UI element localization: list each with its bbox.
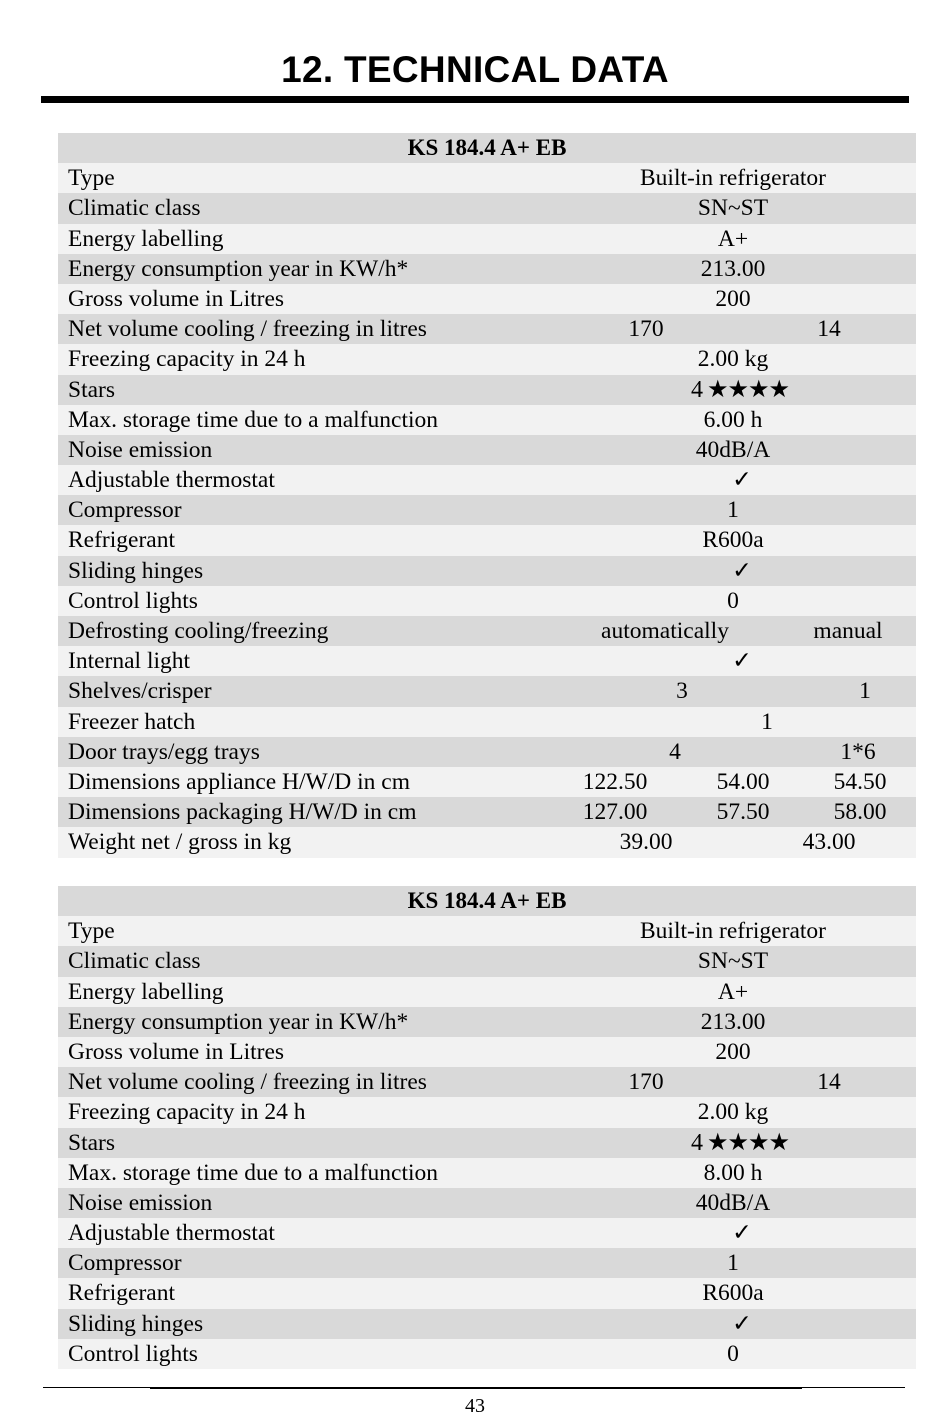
row-label: Defrosting cooling/freezing bbox=[68, 618, 329, 644]
table-row bbox=[58, 1339, 916, 1369]
row-value: 4 bbox=[669, 738, 681, 765]
table-row bbox=[58, 556, 916, 586]
row-label: Sliding hinges bbox=[68, 557, 204, 584]
row-label: Compressor bbox=[68, 1250, 182, 1277]
row-value: Built-in refrigerator bbox=[640, 918, 826, 945]
row-value: 170 bbox=[628, 316, 664, 343]
row-label: Adjustable thermostat bbox=[68, 1220, 275, 1247]
table-row bbox=[58, 254, 916, 284]
table-row bbox=[58, 1248, 916, 1278]
row-value: 0 bbox=[727, 1340, 739, 1367]
table-row bbox=[58, 827, 916, 857]
row-label: Energy consumption year in KW/h* bbox=[68, 255, 409, 282]
table-header: KS 184.4 A+ EB bbox=[58, 886, 916, 916]
row-value: A+ bbox=[717, 225, 749, 252]
table-row bbox=[58, 1158, 916, 1188]
row-value: 200 bbox=[715, 1038, 751, 1065]
row-label: Climatic class bbox=[68, 195, 201, 222]
row-label: Adjustable thermostat bbox=[68, 467, 275, 494]
row-value: R600a bbox=[702, 1280, 764, 1307]
row-label: Climatic class bbox=[68, 948, 201, 975]
row-value: A+ bbox=[717, 978, 749, 1005]
spec-table bbox=[58, 886, 916, 1369]
row-label: Noise emission bbox=[68, 1189, 213, 1216]
row-label: Energy labelling bbox=[68, 225, 224, 252]
row-value: 2.00 kg bbox=[697, 1099, 769, 1126]
row-value: 54.00 bbox=[716, 768, 770, 795]
row-value: 213.00 bbox=[700, 255, 766, 282]
row-value: 40dB/A bbox=[695, 436, 771, 463]
table-row bbox=[58, 1188, 916, 1218]
table-row bbox=[58, 1097, 916, 1127]
table-row bbox=[58, 344, 916, 374]
row-label: Freezer hatch bbox=[68, 708, 196, 735]
table-row bbox=[58, 616, 916, 646]
table-row bbox=[58, 1309, 916, 1339]
row-label: Gross volume in Litres bbox=[68, 285, 285, 312]
row-value: 58.00 bbox=[833, 799, 887, 826]
row-label: Energy consumption year in KW/h* bbox=[68, 1008, 409, 1035]
row-label: Energy labelling bbox=[68, 978, 224, 1005]
row-label: Gross volume in Litres bbox=[68, 1038, 285, 1065]
table-row bbox=[58, 1007, 916, 1037]
row-value: R600a bbox=[702, 527, 764, 554]
row-value: 127.00 bbox=[582, 799, 648, 826]
table-row bbox=[58, 405, 916, 435]
table-row bbox=[58, 193, 916, 223]
row-label: Shelves/crisper bbox=[68, 678, 212, 705]
row-value: 57.50 bbox=[716, 799, 770, 826]
table-row bbox=[58, 1037, 916, 1067]
row-label: Dimensions packaging H/W/D in cm bbox=[68, 799, 417, 826]
row-label: Net volume cooling / freezing in litres bbox=[68, 1069, 427, 1096]
row-label: Max. storage time due to a malfunction bbox=[68, 1159, 439, 1186]
row-value: Built-in refrigerator bbox=[640, 165, 826, 192]
row-label: Type bbox=[68, 918, 115, 945]
table-row bbox=[58, 737, 916, 767]
table-row bbox=[58, 676, 916, 706]
row-value: manual bbox=[813, 618, 883, 644]
table-row bbox=[58, 435, 916, 465]
row-label: Net volume cooling / freezing in litres bbox=[68, 316, 427, 343]
row-label: Control lights bbox=[68, 587, 198, 614]
row-label: Max. storage time due to a malfunction bbox=[68, 406, 439, 433]
table-header: KS 184.4 A+ EB bbox=[58, 133, 916, 163]
table-row bbox=[58, 465, 916, 495]
row-label: Sliding hinges bbox=[68, 1310, 204, 1337]
spec-table bbox=[58, 133, 916, 858]
row-value: 200 bbox=[715, 285, 751, 312]
row-value: 4 ★★★★ bbox=[690, 376, 790, 403]
row-value: 0 bbox=[727, 587, 739, 614]
row-label: Noise emission bbox=[68, 436, 213, 463]
row-value: 4 ★★★★ bbox=[690, 1129, 790, 1156]
table-row bbox=[58, 977, 916, 1007]
row-label: Freezing capacity in 24 h bbox=[68, 346, 306, 373]
row-label: Type bbox=[68, 165, 115, 192]
row-value: ✓ bbox=[732, 557, 752, 584]
row-value: 14 bbox=[817, 316, 841, 343]
row-label: Freezing capacity in 24 h bbox=[68, 1099, 306, 1126]
row-value: 54.50 bbox=[833, 768, 887, 795]
table-row bbox=[58, 767, 916, 797]
row-label: Internal light bbox=[68, 648, 191, 675]
table-row bbox=[58, 1278, 916, 1308]
row-value: ✓ bbox=[732, 1220, 752, 1247]
table-row bbox=[58, 525, 916, 555]
row-value: 1 bbox=[761, 708, 773, 735]
table-row bbox=[58, 1067, 916, 1097]
row-label: Refrigerant bbox=[68, 1280, 176, 1307]
title-rule bbox=[41, 96, 909, 103]
row-value: ✓ bbox=[732, 467, 752, 494]
row-value: ✓ bbox=[732, 1310, 752, 1337]
table-row bbox=[58, 646, 916, 676]
row-value: SN~ST bbox=[697, 195, 769, 222]
page-number: 43 bbox=[465, 1395, 485, 1417]
table-row bbox=[58, 946, 916, 976]
row-value: 6.00 h bbox=[703, 406, 763, 433]
row-value: 39.00 bbox=[619, 829, 673, 856]
footer-rule-accent bbox=[150, 1387, 802, 1389]
row-value: 14 bbox=[817, 1069, 841, 1096]
row-label: Control lights bbox=[68, 1340, 198, 1367]
table-row bbox=[58, 1218, 916, 1248]
row-label: Refrigerant bbox=[68, 527, 176, 554]
row-label: Compressor bbox=[68, 497, 182, 524]
row-value: automatically bbox=[601, 618, 729, 644]
row-label: Dimensions appliance H/W/D in cm bbox=[68, 768, 410, 795]
row-label: Stars bbox=[68, 1129, 115, 1156]
table-row bbox=[58, 916, 916, 946]
row-label: Stars bbox=[68, 376, 115, 403]
table-row bbox=[58, 284, 916, 314]
table-row bbox=[58, 797, 916, 827]
row-value: 122.50 bbox=[582, 768, 648, 795]
row-value: ✓ bbox=[732, 648, 752, 675]
row-value: SN~ST bbox=[697, 948, 769, 975]
row-value: 8.00 h bbox=[703, 1159, 763, 1186]
row-value: 1 bbox=[859, 678, 871, 705]
table-row bbox=[58, 495, 916, 525]
table-row bbox=[58, 314, 916, 344]
row-label: Weight net / gross in kg bbox=[68, 829, 292, 856]
table-row bbox=[58, 586, 916, 616]
row-value: 2.00 kg bbox=[697, 346, 769, 373]
table-row bbox=[58, 707, 916, 737]
row-value: 1*6 bbox=[840, 738, 876, 765]
row-value: 213.00 bbox=[700, 1008, 766, 1035]
table-row bbox=[58, 1128, 916, 1158]
table-row bbox=[58, 375, 916, 405]
row-value: 1 bbox=[727, 497, 739, 524]
row-value: 43.00 bbox=[802, 829, 856, 856]
page-title: 12. TECHNICAL DATA bbox=[281, 49, 669, 90]
row-value: 1 bbox=[727, 1250, 739, 1277]
row-value: 3 bbox=[676, 678, 688, 705]
row-label: Door trays/egg trays bbox=[68, 738, 260, 765]
table-row bbox=[58, 224, 916, 254]
table-row bbox=[58, 163, 916, 193]
row-value: 170 bbox=[628, 1069, 664, 1096]
row-value: 40dB/A bbox=[695, 1189, 771, 1216]
